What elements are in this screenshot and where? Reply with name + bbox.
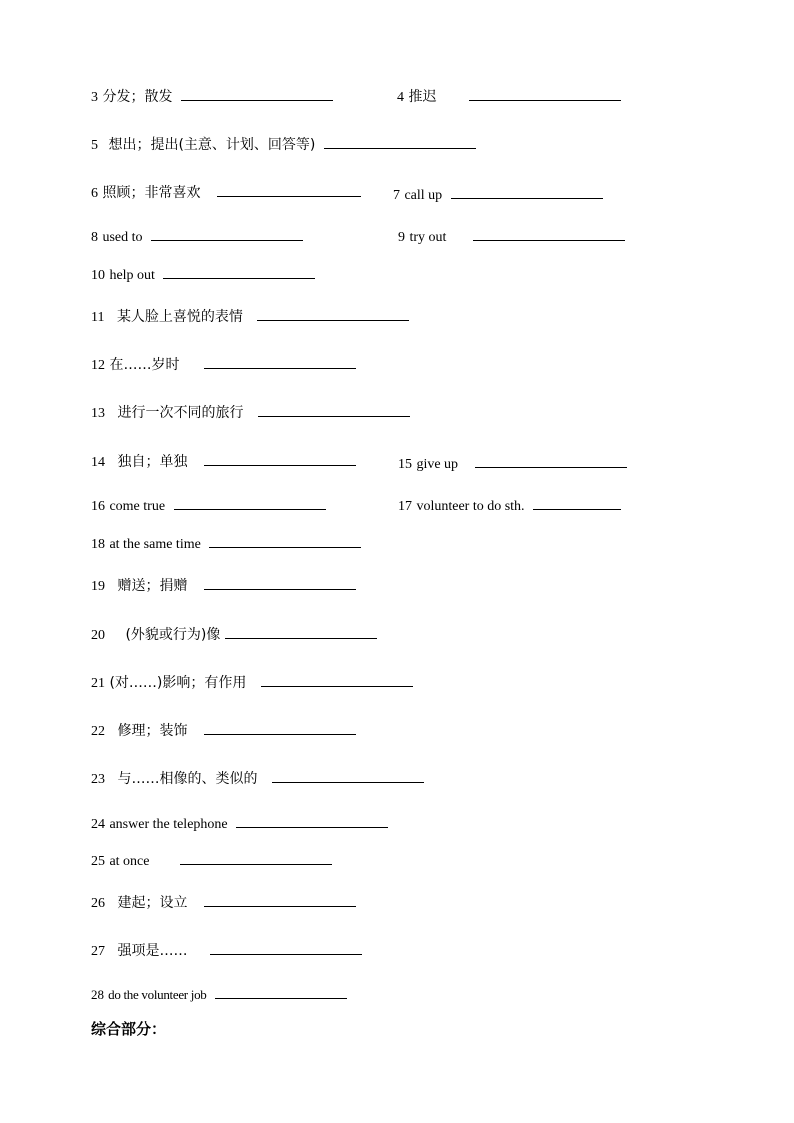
list-item [91, 86, 333, 106]
answer-blank[interactable] [225, 624, 377, 639]
item-number: 21 [91, 676, 105, 691]
answer-blank[interactable] [236, 813, 388, 828]
answer-blank[interactable] [204, 575, 356, 590]
item-prompt: at the same time [109, 537, 201, 552]
item-number: 8 [91, 230, 98, 245]
item-prompt: 某人脸上喜悦的表情 [116, 309, 243, 325]
item-prompt: 赠送；捐赠 [117, 578, 188, 594]
item-number: 25 [91, 854, 105, 869]
answer-blank[interactable] [469, 86, 621, 101]
item-prompt: come true [109, 499, 166, 514]
answer-blank[interactable] [217, 182, 361, 197]
item-number: 6 [91, 186, 98, 201]
answer-blank[interactable] [258, 402, 410, 417]
list-item [91, 813, 388, 833]
item-number: 12 [91, 358, 105, 373]
answer-blank[interactable] [204, 892, 356, 907]
item-prompt: used to [102, 230, 143, 245]
answer-blank[interactable] [209, 533, 361, 548]
list-item [91, 533, 361, 553]
item-prompt: 在……岁时 [109, 357, 180, 373]
item-prompt: 推迟 [408, 89, 437, 105]
answer-blank[interactable] [261, 672, 413, 687]
item-prompt: 进行一次不同的旅行 [117, 405, 244, 421]
item-number: 7 [393, 188, 400, 203]
answer-blank[interactable] [204, 451, 356, 466]
list-item [91, 575, 356, 595]
section-title: 综合部分： [91, 1020, 167, 1038]
answer-blank[interactable] [204, 354, 356, 369]
item-number: 3 [91, 90, 98, 105]
list-item [91, 226, 303, 246]
answer-blank[interactable] [215, 984, 347, 999]
list-item [91, 354, 356, 374]
answer-blank[interactable] [163, 264, 315, 279]
list-item [91, 495, 326, 515]
list-item [91, 182, 361, 202]
answer-blank[interactable] [151, 226, 303, 241]
list-item [397, 86, 621, 106]
item-prompt: at once [109, 854, 150, 869]
answer-blank[interactable] [533, 495, 621, 510]
item-number: 14 [91, 455, 105, 470]
item-number: 11 [91, 310, 105, 325]
list-item [91, 134, 476, 154]
item-prompt: 想出；提出(主意、计划、回答等) [108, 137, 316, 153]
list-item [91, 720, 356, 740]
item-number: 20 [91, 628, 105, 643]
list-item [398, 453, 627, 473]
answer-blank[interactable] [473, 226, 625, 241]
item-prompt: (对……)影响；有作用 [109, 675, 247, 691]
list-item [91, 984, 347, 1003]
list-item [91, 451, 356, 471]
list-item [91, 672, 413, 692]
list-item [91, 850, 332, 870]
item-number: 23 [91, 772, 105, 787]
item-prompt: (外貌或行为)像 [125, 627, 221, 643]
list-item [91, 940, 362, 960]
item-number: 4 [397, 90, 404, 105]
item-prompt: 建起；设立 [117, 895, 188, 911]
item-prompt: 修理；装饰 [117, 723, 188, 739]
list-item [91, 892, 356, 912]
list-item [398, 226, 625, 246]
list-item [91, 624, 377, 644]
item-number: 5 [91, 138, 98, 153]
item-prompt: 分发；散发 [102, 89, 173, 105]
item-number: 16 [91, 499, 105, 514]
answer-blank[interactable] [174, 495, 326, 510]
item-prompt: 独自；单独 [117, 454, 188, 470]
list-item [91, 264, 315, 284]
item-number: 27 [91, 944, 105, 959]
list-item [91, 768, 424, 788]
item-prompt: 强项是…… [117, 943, 188, 959]
item-number: 10 [91, 268, 105, 283]
item-number: 15 [398, 457, 412, 472]
answer-blank[interactable] [257, 306, 409, 321]
list-item [91, 402, 410, 422]
item-prompt: try out [409, 230, 447, 245]
item-prompt: call up [404, 188, 443, 203]
item-prompt: give up [416, 457, 459, 472]
answer-blank[interactable] [210, 940, 362, 955]
item-number: 19 [91, 579, 105, 594]
item-prompt: help out [109, 268, 155, 283]
item-prompt: do the volunteer job [108, 987, 207, 1002]
answer-blank[interactable] [180, 850, 332, 865]
answer-blank[interactable] [272, 768, 424, 783]
item-prompt: volunteer to do sth. [416, 499, 525, 514]
item-number: 18 [91, 537, 105, 552]
answer-blank[interactable] [324, 134, 476, 149]
item-number: 9 [398, 230, 405, 245]
item-prompt: 照顾；非常喜欢 [102, 185, 201, 201]
answer-blank[interactable] [204, 720, 356, 735]
item-number: 24 [91, 817, 105, 832]
item-number: 26 [91, 896, 105, 911]
answer-blank[interactable] [475, 453, 627, 468]
item-prompt: 与……相像的、类似的 [117, 771, 258, 787]
item-number: 22 [91, 724, 105, 739]
list-item [398, 495, 621, 515]
answer-blank[interactable] [181, 86, 333, 101]
item-number: 13 [91, 406, 105, 421]
list-item [91, 306, 409, 326]
item-prompt: answer the telephone [109, 817, 228, 832]
answer-blank[interactable] [451, 184, 603, 199]
item-number: 17 [398, 499, 412, 514]
item-number: 28 [91, 987, 104, 1002]
list-item [393, 184, 603, 204]
